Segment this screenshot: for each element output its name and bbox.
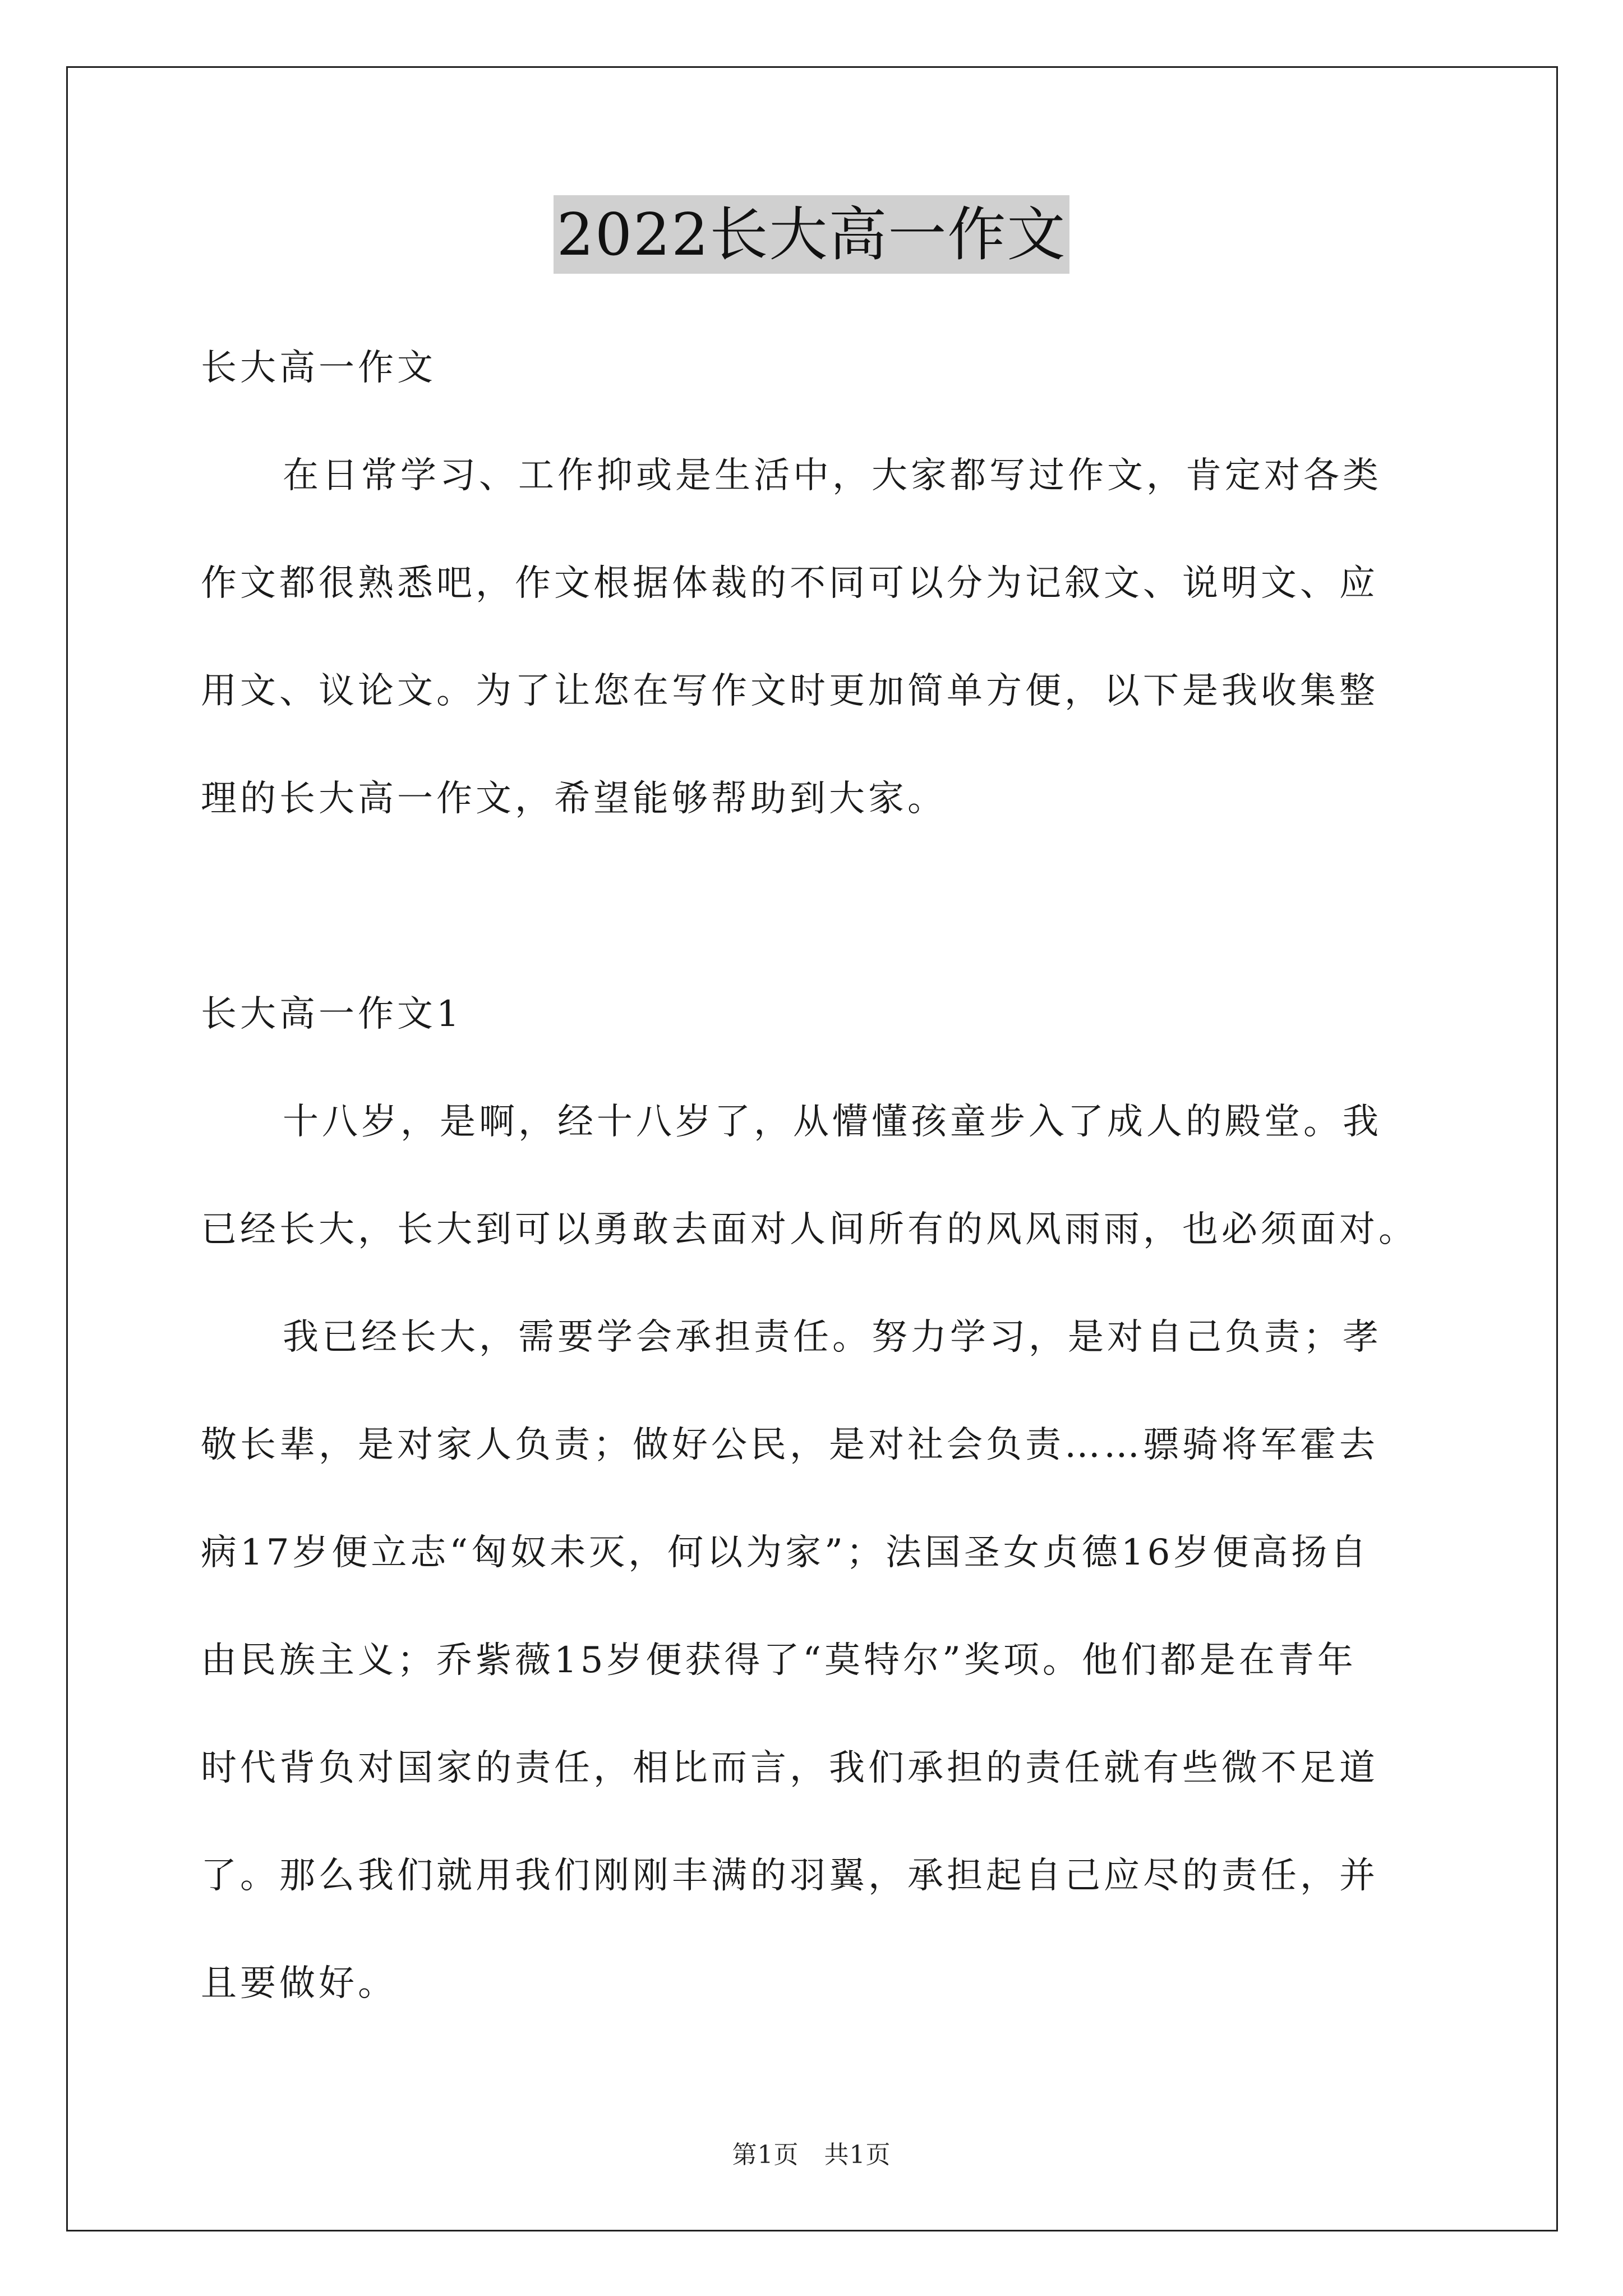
body-text-line: 了。那么我们就用我们刚刚丰满的羽翼，承担起自己应尽的责任，并 [201,1855,1378,1897]
title-container [0,195,1623,274]
body-text-line: 长大高一作文 [201,347,436,389]
body-text-line: 病17岁便立志“匈奴未灭，何以为家”；法国圣女贞德16岁便高扬自 [201,1532,1370,1573]
body-text-line: 十八岁，是啊，经十八岁了，从懵懂孩童步入了成人的殿堂。我 [283,1101,1382,1143]
body-text-line: 敬长辈，是对家人负责；做好公民，是对社会负责……骠骑将军霍去 [201,1424,1378,1466]
body-text-line: 时代背负对国家的责任，相比而言，我们承担的责任就有些微不足道 [201,1747,1378,1789]
page-footer: 第1页 共1页 [732,2141,891,2169]
blank-line [201,853,1485,960]
body-text-line: 在日常学习、工作抑或是生活中，大家都写过作文，肯定对各类 [283,455,1382,496]
body-text-line: 我已经长大，需要学会承担责任。努力学习，是对自己负责；孝 [283,1317,1382,1358]
body-text-line: 理的长大高一作文，希望能够帮助到大家。 [201,778,947,820]
body-text-line: 用文、议论文。为了让您在写作文时更加简单方便，以下是我收集整 [201,670,1378,712]
body-text-line: 且要做好。 [201,1963,397,2004]
body-text-line: 长大高一作文1 [201,993,463,1035]
body-text-line: 作文都很熟悉吧，作文根据体裁的不同可以分为记叙文、说明文、应 [201,563,1378,604]
document-body [201,314,1485,2037]
document-title: 2022长大高一作文 [554,195,1070,274]
body-text-line: 由民族主义；乔紫薇15岁便获得了“莫特尔”奖项。他们都是在青年 [201,1640,1357,1681]
body-text-line: 已经长大，长大到可以勇敢去面对人间所有的风风雨雨，也必须面对。 [201,1209,1418,1250]
